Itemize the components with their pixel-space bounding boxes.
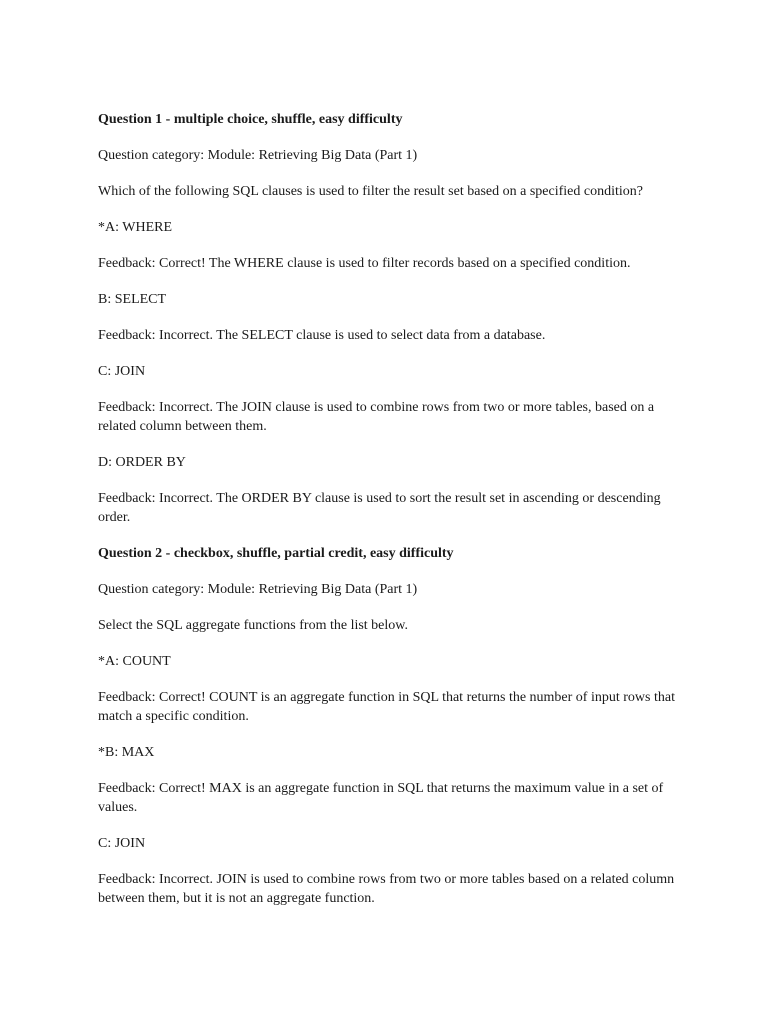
option-feedback: Feedback: Incorrect. The SELECT clause is used to select data from a database. bbox=[98, 328, 546, 343]
document-page bbox=[98, 110, 678, 925]
option-feedback: Feedback: Incorrect. JOIN is used to combine rows from two or more tables based on a related column between them, but it is not an aggregate function. bbox=[98, 872, 675, 906]
option-label: D: ORDER BY bbox=[98, 455, 186, 470]
option-label: C: JOIN bbox=[98, 836, 146, 851]
question-prompt: Which of the following SQL clauses is used to filter the result set based on a specified condition? bbox=[98, 184, 643, 199]
option-label: C: JOIN bbox=[98, 364, 146, 379]
question-prompt: Select the SQL aggregate functions from the list below. bbox=[98, 618, 408, 633]
option-label: *A: COUNT bbox=[98, 654, 171, 669]
option-label: *A: WHERE bbox=[98, 220, 173, 235]
option-feedback: Feedback: Incorrect. The JOIN clause is used to combine rows from two or more tables, based on a related column between them. bbox=[98, 400, 655, 434]
question-heading: Question 1 - multiple choice, shuffle, easy difficulty bbox=[98, 112, 403, 127]
question-category: Question category: Module: Retrieving Big Data (Part 1) bbox=[98, 582, 418, 597]
option-feedback: Feedback: Correct! COUNT is an aggregate function in SQL that returns the number of input rows that match a specific condition. bbox=[98, 690, 675, 724]
option-label: *B: MAX bbox=[98, 745, 155, 760]
question-1 bbox=[98, 110, 678, 527]
option-feedback: Feedback: Incorrect. The ORDER BY clause is used to sort the result set in ascending or descending order. bbox=[98, 491, 661, 525]
option-feedback: Feedback: Correct! MAX is an aggregate function in SQL that returns the maximum value in a set of values. bbox=[98, 781, 664, 815]
option-label: B: SELECT bbox=[98, 292, 167, 307]
question-category: Question category: Module: Retrieving Big Data (Part 1) bbox=[98, 148, 418, 163]
question-2 bbox=[98, 544, 678, 908]
question-heading: Question 2 - checkbox, shuffle, partial credit, easy difficulty bbox=[98, 546, 454, 561]
option-feedback: Feedback: Correct! The WHERE clause is used to filter records based on a specified condition. bbox=[98, 256, 631, 271]
